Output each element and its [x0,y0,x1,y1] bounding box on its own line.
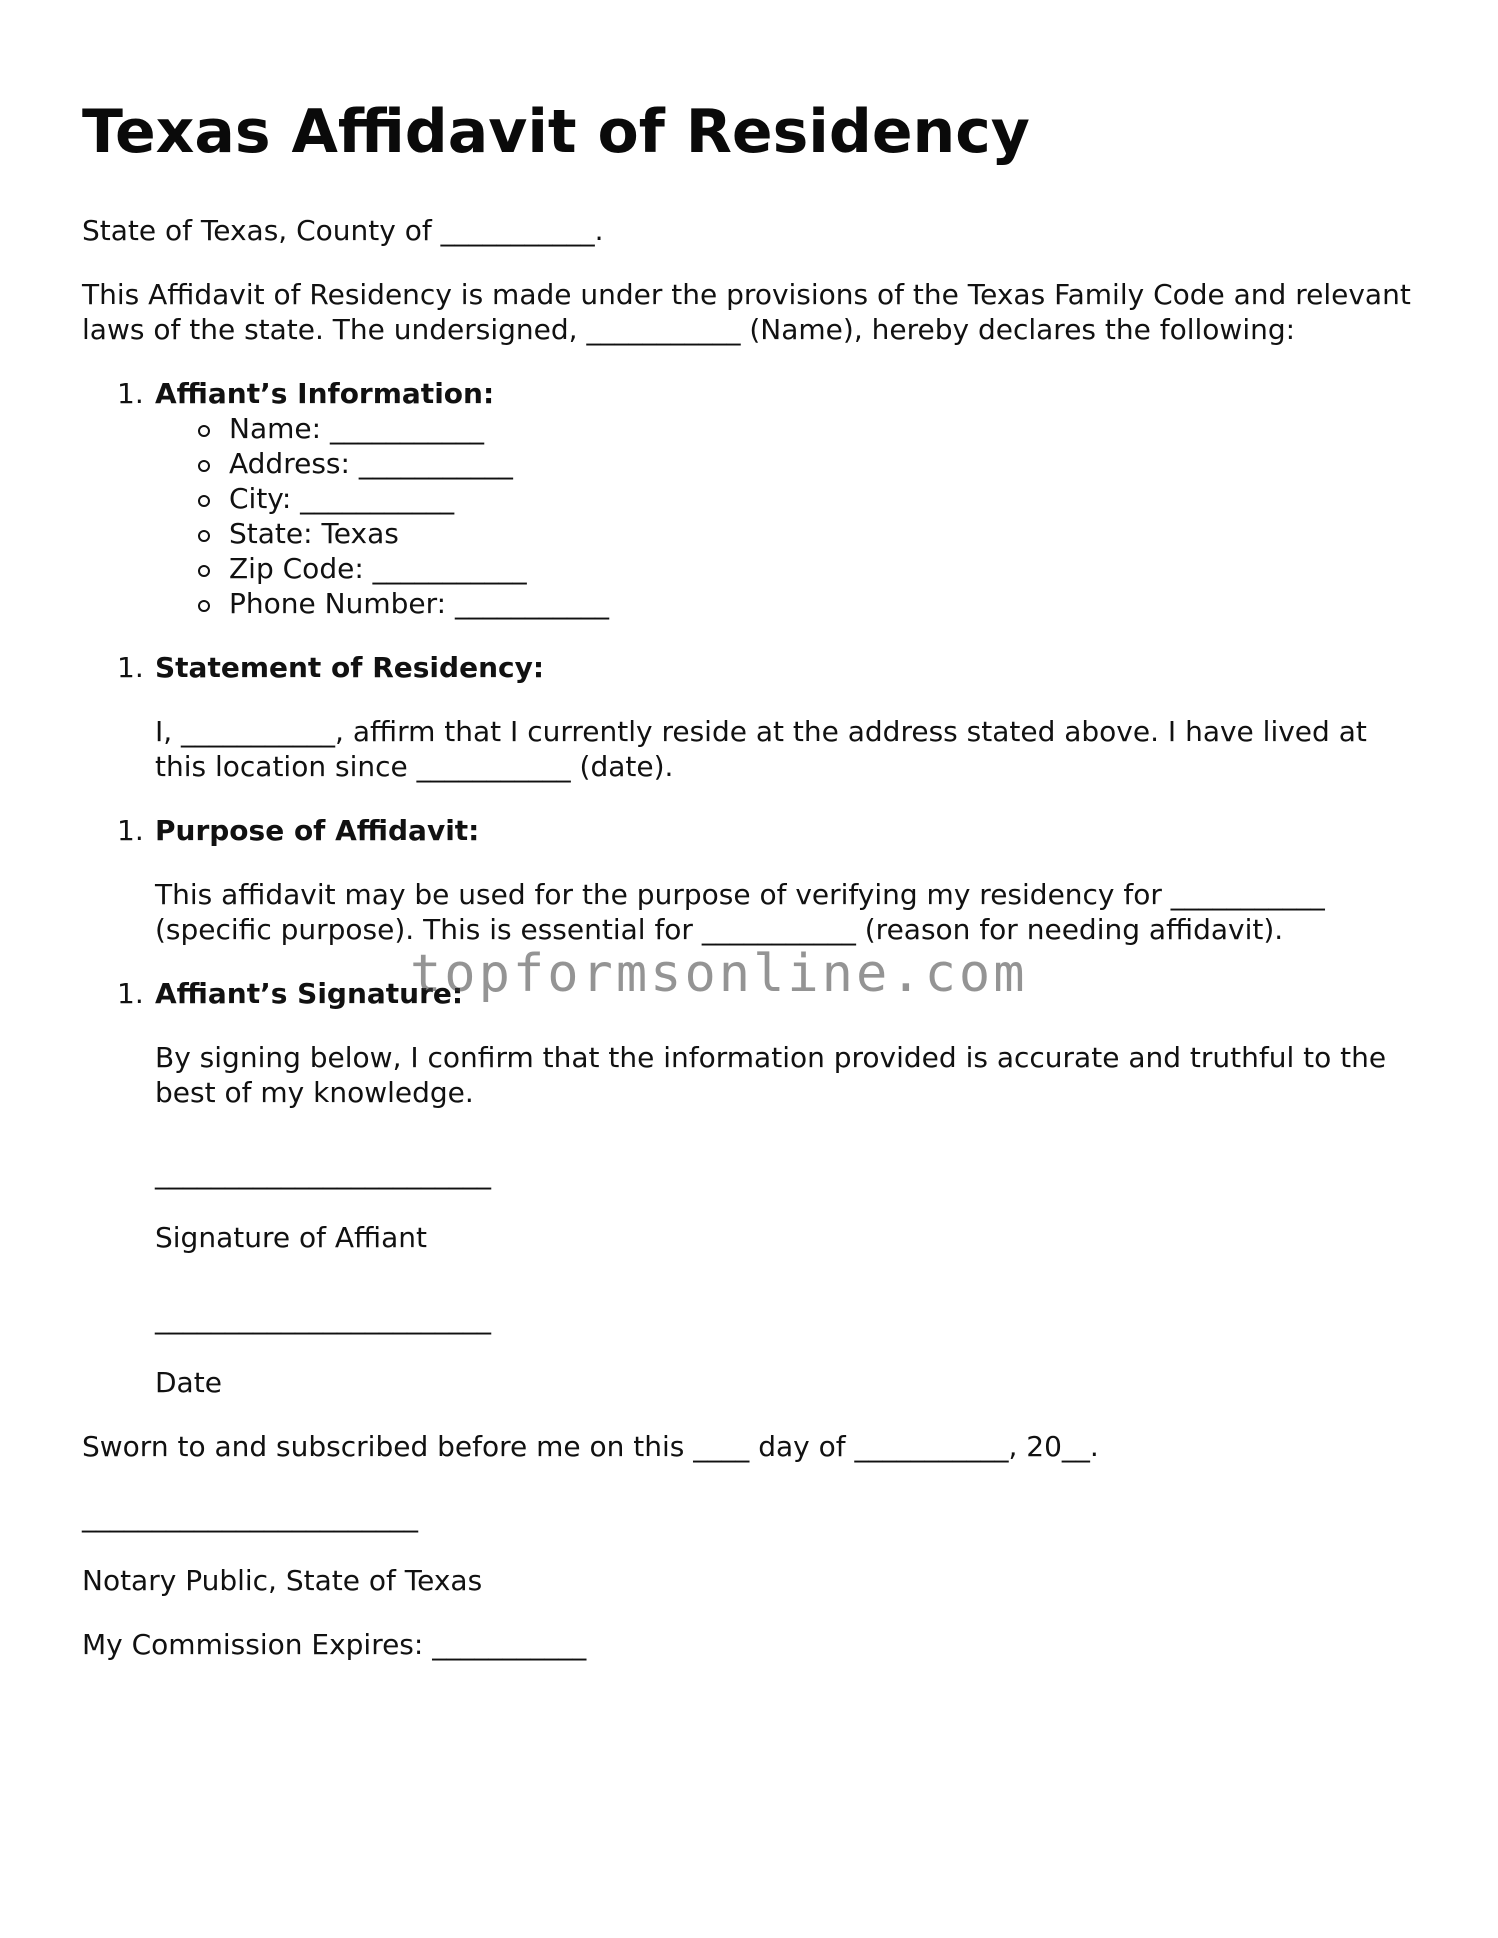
section-body: By signing below, I confirm that the information provided is accurate and truthful to the best of my knowledge. [155,1041,1387,1109]
section-number: 1. [117,377,144,410]
sworn-statement: Sworn to and subscribed before me on this ____ day of ___________, 20__. [82,1430,1099,1463]
list-item-address: Address: ___________ [229,446,1412,481]
section-statement-of-residency [82,650,1412,784]
notary-label: Notary Public, State of Texas [82,1564,483,1597]
section-affiant-signature [82,976,1412,1400]
date-label: Date [155,1366,222,1399]
section-heading [117,813,1412,848]
intro-paragraph: This Affidavit of Residency is made under the provisions of the Texas Family Code and relevant laws of the state. The undersigned, ___________ (Name), hereby declares the following: [82,278,1411,346]
affiant-info-list [82,411,1412,621]
section-body: I, ___________, affirm that I currently reside at the address stated above. I have lived at this location since ___________ (date). [155,715,1367,783]
section-heading [117,376,1412,411]
list-item-phone: Phone Number: ___________ [229,586,1412,621]
document-title: Texas Affidavit of Residency [82,97,1030,167]
section-title: Purpose of Affidavit: [155,814,480,847]
list-item-name: Name: ___________ [229,411,1412,446]
date-line[interactable]: ________________________ [155,1302,491,1335]
county-line: State of Texas, County of ___________. [82,214,604,247]
list-item-state: State: Texas [229,516,1412,551]
notary-signature-line[interactable]: ________________________ [82,1500,418,1533]
section-title: Affiant’s Information: [155,377,495,410]
signature-line[interactable]: ________________________ [155,1157,491,1190]
section-affiant-information [82,376,1412,411]
section-body: This affidavit may be used for the purpose of verifying my residency for ___________ (specific purpose). This is essential for ___________ (reason for needing affidavit). [155,878,1325,946]
watermark-text: topformsonline.com [410,944,1028,1004]
section-title: Affiant’s Signature: [155,977,464,1010]
signature-label: Signature of Affiant [155,1221,427,1254]
section-heading [117,650,1412,685]
list-item-city: City: ___________ [229,481,1412,516]
section-number: 1. [117,977,144,1010]
document-page [82,98,1412,1691]
section-purpose-of-affidavit [82,813,1412,947]
commission-expires: My Commission Expires: ___________ [82,1628,587,1661]
section-heading [117,976,1412,1011]
list-item-zip: Zip Code: ___________ [229,551,1412,586]
section-number: 1. [117,814,144,847]
section-title: Statement of Residency: [155,651,545,684]
section-number: 1. [117,651,144,684]
